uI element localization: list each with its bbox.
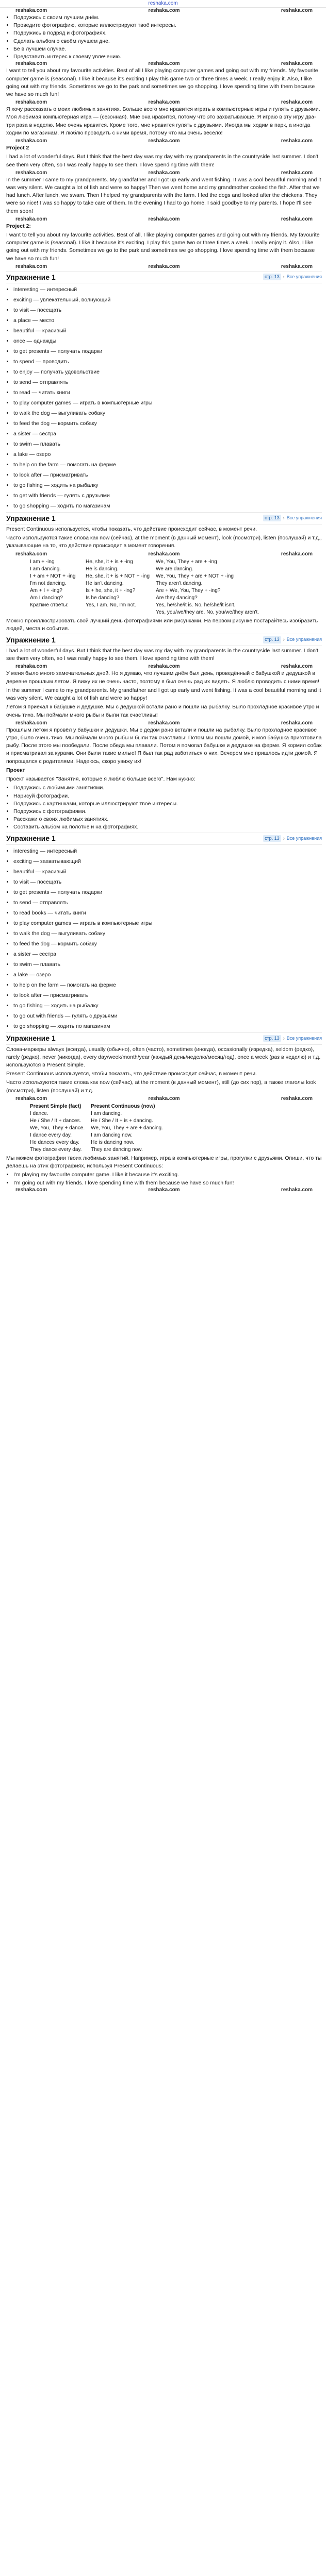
project1-paragraph: I want to tell you about my favourite activities. Best of all I like playing computer games and going out with my friends. My favourite computer game is (seasonal). I like it because it's exciting I play this game two or three times a week. I really enjoy it. Also, I like going out with my friends. Sometimes we go to the park and sometimes we go shopping. I love spending time with them because we have so much fun! bbox=[6, 67, 318, 97]
list-item: • to go out with friends — гулять с друзьями bbox=[13, 1011, 322, 1021]
table-row bbox=[27, 1117, 166, 1125]
table-row bbox=[27, 566, 262, 573]
page-number: 13 bbox=[274, 274, 280, 280]
table-cell: He is dancing. bbox=[86, 566, 119, 572]
watermark: reshaka.com bbox=[15, 263, 47, 269]
watermark-row bbox=[6, 61, 322, 67]
list-item: • to help on the farm — помогать на ферме bbox=[13, 980, 322, 990]
table-cell: He, she, it + is + NOT + -ing bbox=[86, 573, 150, 579]
list-item: • to read — читать книги bbox=[13, 387, 322, 398]
watermark-row bbox=[6, 8, 322, 14]
watermark: reshaka.com bbox=[15, 664, 47, 670]
exercise-title: Упражнение 1 bbox=[6, 635, 56, 644]
watermark-row bbox=[6, 1096, 322, 1102]
watermark: reshaka.com bbox=[281, 216, 313, 222]
watermark-row bbox=[6, 170, 322, 176]
exercise-header bbox=[6, 634, 322, 646]
watermark: reshaka.com bbox=[281, 720, 313, 726]
exercise-meta bbox=[263, 515, 322, 521]
project2-paragraph-b: In the summer I came to my grandparents. My grandfather and I got up early and went fishing. It was a cool beautiful morning and it was very silent. We caught a lot of fish and were so happy! Then we went home and my grandmother cooked the fish. After that we had lunch. After lunch, we swam. Then I helped my grandparents with the farm. I fed the dogs and looked after the chickens. They were so nice! I was so happy to take care of them. In the evening I had to go home. I said goodbye to my parents. I hope I'll see them soon! bbox=[6, 176, 321, 214]
table-cell: We, You, They + are + dancing. bbox=[91, 1125, 163, 1131]
exercise-header bbox=[6, 271, 322, 283]
project2-label: Project 2: bbox=[6, 223, 31, 229]
list-item: • Проведите фотографию, которые иллюстрируют твоё интересы. bbox=[13, 22, 322, 29]
table-cell: We are dancing. bbox=[156, 566, 193, 572]
list-item: • Представить интерес к своему увлечению. bbox=[13, 53, 322, 61]
watermark: reshaka.com bbox=[148, 720, 180, 726]
list-item: • to get with friends — гулять с друзьями bbox=[13, 490, 322, 501]
list-item: • to enjoy — получать удовольствие bbox=[13, 367, 322, 377]
page-number: 13 bbox=[274, 1036, 280, 1041]
list-item: • Подружись с любимыми занятиями. bbox=[13, 784, 322, 792]
watermark: reshaka.com bbox=[148, 170, 180, 176]
list-item: • Подружись с своим лучшим днём. bbox=[13, 14, 322, 22]
all-exercises-link[interactable]: Все упражнения bbox=[286, 1036, 322, 1041]
watermark: reshaka.com bbox=[281, 1095, 313, 1101]
watermark: reshaka.com bbox=[281, 138, 313, 144]
all-exercises-link[interactable]: Все упражнения bbox=[286, 637, 322, 642]
list-item: • to visit — посещать bbox=[13, 305, 322, 315]
list-item: • to walk the dog — выгуливать собаку bbox=[13, 928, 322, 939]
all-exercises-link[interactable]: Все упражнения bbox=[286, 274, 322, 280]
ex5-p3: Часто используются такие слова как now (сейчас), at the moment (в данный момент), still (до сих пор), а также глаголы look (посмотри), listen (послушай) и т.д. bbox=[6, 1079, 316, 1094]
list-item: • to feed the dog — кормить собаку bbox=[13, 939, 322, 949]
page-badge bbox=[263, 636, 281, 643]
table-cell: Are they dancing? bbox=[156, 595, 198, 601]
grammar-table bbox=[27, 558, 262, 616]
table-header-row bbox=[27, 1103, 166, 1110]
watermark: reshaka.com bbox=[148, 99, 180, 106]
list-item: • to send — отправлять bbox=[13, 377, 322, 387]
page-badge-label: стр. bbox=[265, 836, 273, 841]
list-item: • to spend — проводить bbox=[13, 357, 322, 367]
ex3-para2-ru: Летом я приехал к бабушке и дедушке. Мы с дедушкой встали рано и пошли на рыбалку. Было прохладное красивое утро и очень тихо. Мы поймали много рыбы и были так счастливы! bbox=[6, 704, 319, 718]
list-item: • I'm going out with my friends. I love spending time with them because we have so much fun! bbox=[13, 1179, 322, 1187]
arrow-right-icon: › bbox=[283, 274, 285, 280]
table-cell: They are dancing now. bbox=[91, 1146, 143, 1153]
list-item: • I'm playing my favourite computer game. I like it because it's exciting. bbox=[13, 1171, 322, 1179]
intro-block bbox=[6, 8, 322, 67]
list-item: • exciting — захватывающий bbox=[13, 856, 322, 867]
table-header: Present Continuous (now) bbox=[91, 1103, 155, 1109]
table-cell: I am + -ing bbox=[30, 558, 55, 565]
site-link[interactable]: reshaka.com bbox=[148, 1, 178, 6]
table-row bbox=[27, 580, 262, 587]
table-cell: He dances every day. bbox=[30, 1139, 79, 1145]
table-cell: Am + I + -ing? bbox=[30, 587, 62, 594]
watermark: reshaka.com bbox=[281, 263, 313, 269]
list-item: • to play computer games — играть в компьютерные игры bbox=[13, 918, 322, 928]
list-item: • Сделать альбом о своём лучшем дне. bbox=[13, 38, 322, 45]
table-row bbox=[27, 573, 262, 580]
project1-block bbox=[6, 67, 322, 152]
list-item: • to send — отправлять bbox=[13, 897, 322, 908]
watermark-row bbox=[6, 720, 322, 726]
list-item: • to walk the dog — выгуливать собаку bbox=[13, 408, 322, 418]
list-item: • to help on the farm — помогать на ферме bbox=[13, 460, 322, 470]
page bbox=[0, 0, 326, 1193]
table-cell: I'm not dancing. bbox=[30, 580, 67, 586]
list-item: • to get presents — получать подарки bbox=[13, 346, 322, 357]
project2-block bbox=[6, 153, 322, 270]
list-item: • Расскажи о своих любимых занятиях. bbox=[13, 816, 322, 823]
list-item: • to go fishing — ходить на рыбалку bbox=[13, 1001, 322, 1011]
list-item: • once — однажды bbox=[13, 336, 322, 346]
table-cell: Am I dancing? bbox=[30, 595, 63, 601]
table-row bbox=[27, 609, 262, 616]
page-badge-label: стр. bbox=[265, 1036, 273, 1041]
watermark-row bbox=[6, 138, 322, 144]
arrow-right-icon: › bbox=[283, 1036, 285, 1041]
list-item: • Подружись в подряд и фотографиях. bbox=[13, 29, 322, 37]
ex5-list bbox=[6, 1171, 322, 1187]
table-cell: We, You, They + are + -ing bbox=[156, 558, 217, 565]
watermark-row bbox=[6, 1187, 322, 1193]
list-item: • interesting — интересный bbox=[13, 284, 322, 295]
table-cell: He isn't dancing. bbox=[86, 580, 124, 586]
project1-label: Project 2 bbox=[6, 145, 29, 151]
exercise-meta bbox=[263, 1035, 322, 1042]
watermark: reshaka.com bbox=[15, 170, 47, 176]
ex5-end: Мы можем фотографии твоих любимых занятий. Например, игра в компьютерные игры, прогулки с друзьями. Опиши, что ты делаешь на этих фотографиях, используя Present Continuous: bbox=[6, 1155, 322, 1170]
list-item: • to go fishing — ходить на рыбалку bbox=[13, 480, 322, 490]
table-cell: I dance every day. bbox=[30, 1132, 72, 1138]
short-answers-label: Краткие ответы: bbox=[30, 602, 69, 608]
exercise-meta bbox=[263, 636, 322, 643]
exercise-title: Упражнение 1 bbox=[6, 834, 56, 843]
table-cell: I am dancing. bbox=[91, 1110, 122, 1116]
list-item: • to swim — плавать bbox=[13, 439, 322, 449]
exercise-meta bbox=[263, 835, 322, 842]
exercise-title: Упражнение 1 bbox=[6, 1034, 56, 1043]
list-item: • interesting — интересный bbox=[13, 846, 322, 856]
watermark-row bbox=[6, 216, 322, 223]
page-number: 13 bbox=[274, 836, 280, 841]
page-badge bbox=[263, 274, 281, 280]
page-badge bbox=[263, 1035, 281, 1042]
table-row bbox=[27, 587, 262, 595]
page-badge-label: стр. bbox=[265, 274, 273, 280]
table-row bbox=[27, 1146, 166, 1154]
ex3-para3: Прошлым летом я провёл у бабушки и дедушки. Мы с дедом рано встали и пошли на рыбалку. Было прохладное красивое утро, было очень тихо. Мы поймали много рыбы и были так счастливы! Потом мы пошли домой, и моя бабушка приготовила рыбу. После этого мы пообедали. После обеда мы плавали. Потом я помогал бабушке и дедушке на ферме. Я кормил собак и присматривал за курами. Они были такие милые! Я был так рад заботиться о них. Вечером мне пришлось идти домой. Я попрощался с родителями. Надеюсь, скоро увижу их! bbox=[6, 726, 322, 765]
table-cell: I dance. bbox=[30, 1110, 48, 1116]
table-row bbox=[27, 595, 262, 602]
watermark: reshaka.com bbox=[148, 551, 180, 557]
table-cell: They aren't dancing. bbox=[156, 580, 203, 586]
watermark: reshaka.com bbox=[281, 1187, 313, 1193]
watermark-row bbox=[6, 551, 322, 557]
content bbox=[0, 8, 326, 1193]
watermark: reshaka.com bbox=[148, 1187, 180, 1193]
watermark: reshaka.com bbox=[15, 8, 47, 13]
table-cell: Is he dancing? bbox=[86, 595, 120, 601]
watermark: reshaka.com bbox=[15, 1095, 47, 1101]
table-cell: Yes, he/she/it is. No, he/she/it isn't. bbox=[156, 602, 236, 608]
ex5-p1: Слова-маркеры always (всегда), usually (обычно), often (часто), sometimes (иногда), occasionally (изредка), seldom (редко), rarely (редко), never (никогда), every day/week/month/year (каждый день/неделю/месяц/год), once a week (раз в неделю) и т.д. используются в Present Simple. bbox=[6, 1046, 321, 1069]
table-cell: We, You, They + dance. bbox=[30, 1125, 85, 1131]
watermark: reshaka.com bbox=[148, 138, 180, 144]
watermark: reshaka.com bbox=[148, 8, 180, 13]
grammar-intro: Present Continuous используется, чтобы показать, что действие происходит сейчас, в момент речи. bbox=[6, 526, 257, 532]
table-cell: I am dancing. bbox=[30, 566, 61, 572]
table-row bbox=[27, 1110, 166, 1117]
list-item: • beautiful — красивый bbox=[13, 867, 322, 877]
list-item: • to look after — присматривать bbox=[13, 470, 322, 480]
watermark: reshaka.com bbox=[15, 1187, 47, 1193]
watermark: reshaka.com bbox=[281, 551, 313, 557]
list-item: • to feed the dog — кормить собаку bbox=[13, 418, 322, 429]
list-item: • to go shopping — ходить по магазинам bbox=[13, 501, 322, 511]
table-cell: We, You, They + are + NOT + -ing bbox=[156, 573, 234, 579]
table-row bbox=[27, 558, 262, 566]
table-row bbox=[27, 1125, 166, 1132]
table-row bbox=[27, 1139, 166, 1146]
all-exercises-link[interactable]: Все упражнения bbox=[286, 515, 322, 521]
watermark: reshaka.com bbox=[148, 216, 180, 222]
watermark: reshaka.com bbox=[15, 99, 47, 106]
watermark: reshaka.com bbox=[281, 664, 313, 670]
exercise-header bbox=[6, 512, 322, 524]
list-item: • a sister — сестра bbox=[13, 429, 322, 439]
grammar-table-2 bbox=[27, 1103, 166, 1154]
page-badge bbox=[263, 515, 281, 521]
arrow-right-icon: › bbox=[283, 637, 285, 642]
table-cell: Are + We, You, They + -ing? bbox=[156, 587, 221, 594]
watermark: reshaka.com bbox=[281, 170, 313, 176]
table-cell: I am dancing now. bbox=[91, 1132, 133, 1138]
project1-russian: Я хочу рассказать о моих любимых занятиях. Больше всего мне нравится играть в компьютерные игры и гулять с друзьями. Моя любимая компьютерная игра — (сезонная). Мне она нравится, потому что это захватывающе. Я играю в эту игру два-три раза в неделю. Мне очень нравится. Кроме того, мне нравится гулять с друзьями. Иногда мы ходим в парк, а иногда ходим по магазинам. Я люблю проводить с ними время, потому что мы очень весело! bbox=[6, 106, 320, 136]
watermark-row bbox=[6, 264, 322, 270]
watermark: reshaka.com bbox=[281, 99, 313, 106]
exercise-meta bbox=[263, 274, 322, 280]
page-number: 13 bbox=[274, 637, 280, 642]
watermark: reshaka.com bbox=[15, 551, 47, 557]
watermark: reshaka.com bbox=[15, 720, 47, 726]
list-item: • to look after — присматривать bbox=[13, 990, 322, 1001]
table-cell: He / She / It + is + dancing. bbox=[91, 1117, 153, 1124]
watermark: reshaka.com bbox=[148, 263, 180, 269]
watermark: reshaka.com bbox=[15, 216, 47, 222]
arrow-right-icon: › bbox=[283, 515, 285, 521]
table-cell: They dance every day. bbox=[30, 1146, 82, 1153]
list-item: • Подружись с картинками, которые иллюстрируют твоё интересы. bbox=[13, 800, 322, 808]
ex3-intro: Можно проиллюстрировать свой лучший день фотографиями или рисунками. На первом рисунке постарайтесь изобразить людей, места и события. bbox=[6, 617, 318, 632]
watermark: reshaka.com bbox=[281, 61, 313, 67]
table-cell: Yes, I am. No, I'm not. bbox=[86, 602, 136, 608]
list-item: • to go shopping — ходить по магазинам bbox=[13, 1021, 322, 1031]
list-item: • a place — место bbox=[13, 315, 322, 326]
exercise-header bbox=[6, 1032, 322, 1045]
table-row bbox=[27, 602, 262, 609]
table-cell: He / She / It + dances. bbox=[30, 1117, 82, 1124]
watermark: reshaka.com bbox=[15, 61, 47, 67]
list-item: • to visit — посещать bbox=[13, 877, 322, 887]
table-cell: He, she, it + is + -ing bbox=[86, 558, 133, 565]
table-cell: Yes, you/we/they are. No, you/we/they aren't. bbox=[156, 609, 259, 615]
list-item: • a lake — озеро bbox=[13, 970, 322, 980]
project-steps bbox=[6, 784, 322, 831]
all-exercises-link[interactable]: Все упражнения bbox=[286, 836, 322, 841]
watermark: reshaka.com bbox=[281, 8, 313, 13]
table-row bbox=[27, 1132, 166, 1139]
arrow-right-icon: › bbox=[283, 836, 285, 841]
list-item: • to play computer games — играть в компьютерные игры bbox=[13, 398, 322, 408]
list-item: • beautiful — красивый bbox=[13, 326, 322, 336]
project-label: Проект bbox=[6, 767, 25, 773]
project2-paragraph-a: I had a lot of wonderful days. But I think that the best day was my day with my grandparents in the countryside last summer. I don't see them very often, so I was really happy to see them. I love spending time with them! bbox=[6, 154, 318, 168]
list-item: • Составить альбом на полотне и на фотографиях. bbox=[13, 823, 322, 831]
watermark-row bbox=[6, 664, 322, 670]
watermark: reshaka.com bbox=[15, 138, 47, 144]
site-header[interactable] bbox=[0, 0, 326, 8]
exercise-header bbox=[6, 833, 322, 845]
ex3-para2: In the summer I came to my grandparents. My grandfather and I got up early and went fishing. It was a cool beautiful morning and it was very silent. We caught a lot of fish and were so happy! bbox=[6, 687, 321, 702]
list-item: • Подружись с фотографиями. bbox=[13, 808, 322, 816]
project2-paragraph-c: I want to tell you about my favourite activities. Best of all, I like playing computer games and going out with my friends. My favourite computer game is (seasonal). I like it because it's exciting. I play this game two or three times a week. I really enjoy it. Also, I like going out with my friends. Sometimes we go to the park and sometimes we go shopping. I love spending time with them because we have so much fun! bbox=[6, 232, 320, 262]
ex5-p2: Present Continuous используется, чтобы показать, что действие происходит сейчас, в момент речи. bbox=[6, 1071, 257, 1077]
list-item: • to get presents — получать подарки bbox=[13, 887, 322, 897]
watermark: reshaka.com bbox=[148, 664, 180, 670]
watermark: reshaka.com bbox=[148, 61, 180, 67]
vocab-list bbox=[6, 284, 322, 511]
page-badge-label: стр. bbox=[265, 637, 273, 642]
grammar-intro2: Часто используются такие слова как now (сейчас), at the moment (в данный момент), look (посмотри), listen (послушай) и т.д., указывающие на то, что действие происходит в момент говорения. bbox=[6, 535, 322, 549]
exercise-title: Упражнение 1 bbox=[6, 273, 56, 281]
list-item: • Бе в лучшем случае. bbox=[13, 45, 322, 53]
list-item: • exciting — увлекательный, волнующий bbox=[13, 295, 322, 305]
watermark: reshaka.com bbox=[148, 1095, 180, 1101]
list-item: • Нарисуй фотографии. bbox=[13, 792, 322, 800]
exercise-title: Упражнение 1 bbox=[6, 514, 56, 522]
table-cell: He is dancing now. bbox=[91, 1139, 135, 1145]
table-header: Present Simple (fact) bbox=[30, 1103, 82, 1109]
list-item: • to swim — плавать bbox=[13, 959, 322, 970]
table-cell: I + am + NOT + -ing bbox=[30, 573, 76, 579]
list-item: • a lake — озеро bbox=[13, 449, 322, 460]
page-badge bbox=[263, 835, 281, 842]
list-item: • to read books — читать книги bbox=[13, 908, 322, 918]
vocab-list-2 bbox=[6, 846, 322, 1031]
ex3-paragraph-ru: У меня было много замечательных дней. Но я думаю, что лучшим днём был день, проведённый с бабушкой и дедушкой в деревне прошлым летом. Я вижу их не очень часто, поэтому я был очень рад их видеть. Я люблю проводить с ними время! bbox=[6, 670, 319, 685]
page-badge-label: стр. bbox=[265, 515, 273, 521]
intro-bullets bbox=[6, 14, 322, 61]
project-intro: Проект называется "Занятия, которые я люблю больше всего". Нам нужно: bbox=[6, 776, 195, 783]
watermark-row bbox=[6, 99, 322, 106]
ex3-paragraph: I had a lot of wonderful days. But I think that the best day was my day with my grandparents in the countryside last summer. I don't see them very often, so I was really happy to see them. I love spending time with them! bbox=[6, 648, 318, 662]
list-item: • a sister — сестра bbox=[13, 949, 322, 959]
page-number: 13 bbox=[274, 515, 280, 521]
table-cell: Is + he, she, it + -ing? bbox=[86, 587, 136, 594]
